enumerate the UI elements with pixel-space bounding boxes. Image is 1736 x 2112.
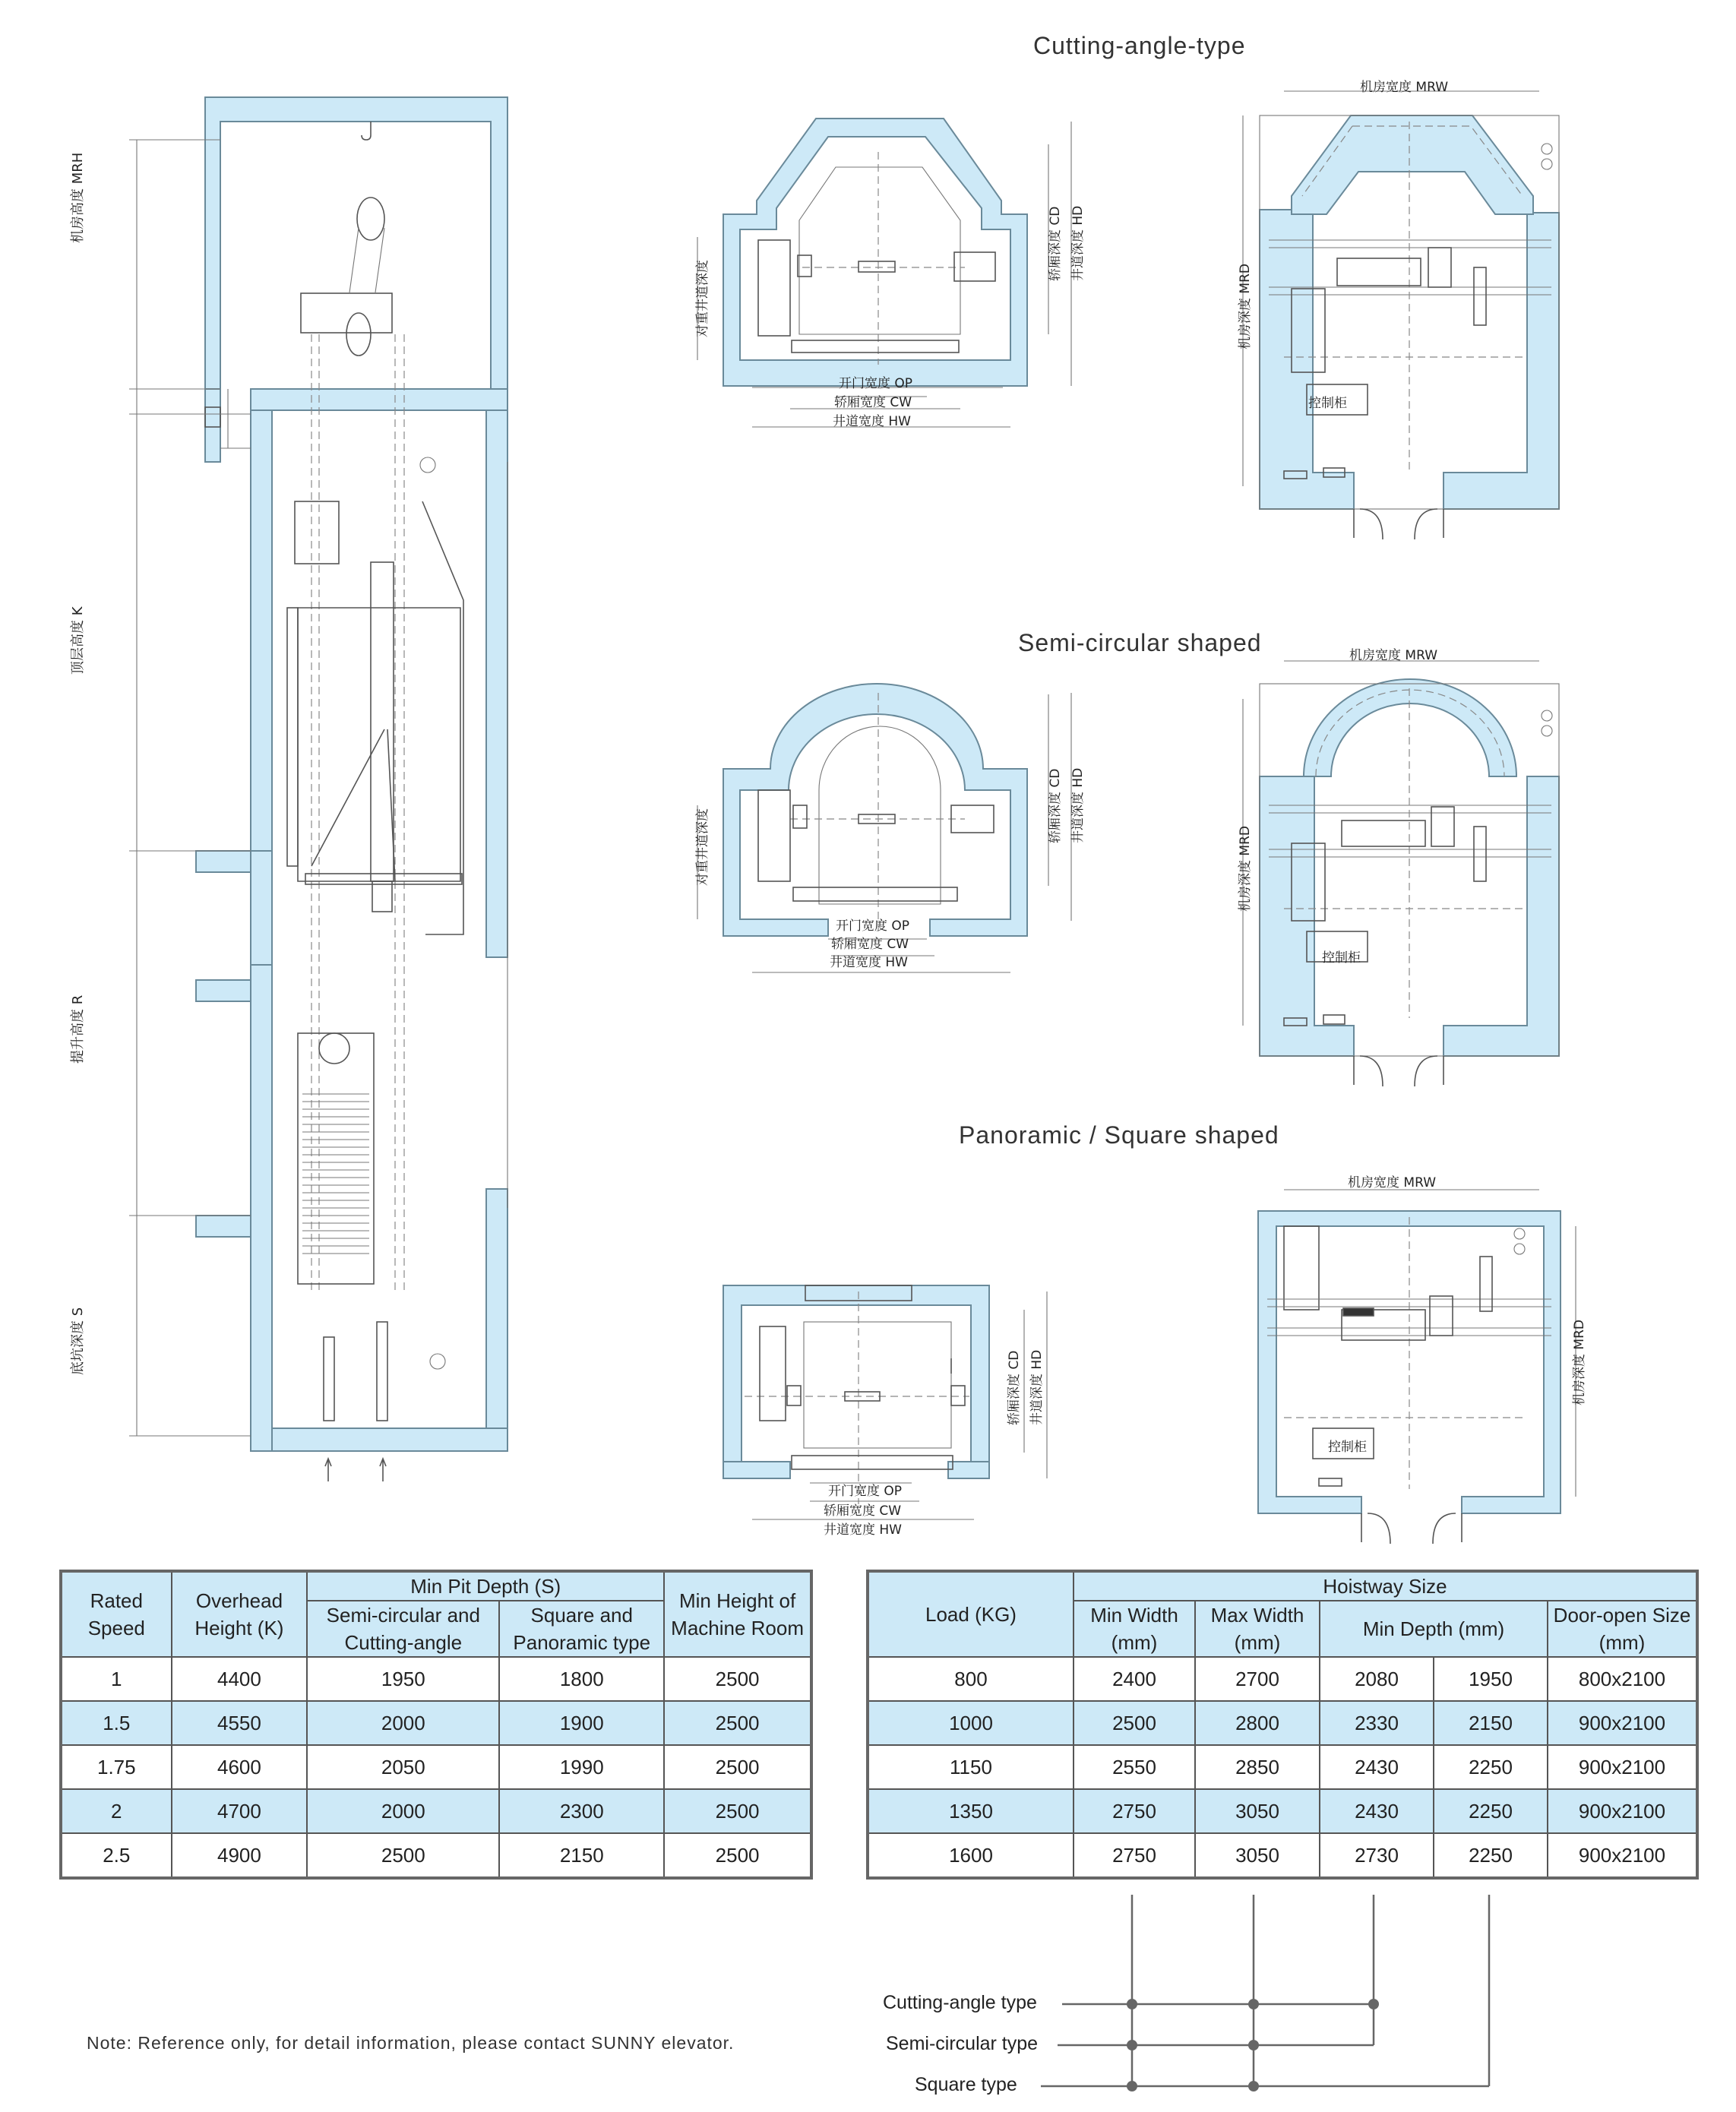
cell-min-width: 2750 [1074,1789,1195,1833]
semi-cd-label: 轿厢深度 CD [1048,768,1063,843]
cell-machine-height: 2500 [664,1833,811,1878]
cell-min-depth-b: 2250 [1434,1789,1548,1833]
cutting-cabinet-label: 控制柜 [1308,396,1347,411]
semi-circular-title: Semi-circular shaped [1018,629,1262,656]
panoramic-title: Panoramic / Square shaped [959,1121,1279,1149]
cutting-angle-title: Cutting-angle-type [1033,32,1246,59]
header-pit-semi-cutting: Semi-circular and Cutting-angle [307,1601,499,1657]
cell-max-width: 2800 [1195,1701,1320,1745]
header-pit-square-panoramic: Square and Panoramic type [499,1601,664,1657]
cell-load: 800 [868,1657,1074,1701]
semi-mrw-label: 机房宽度 MRW [1349,648,1438,663]
cell-min-depth-b: 2250 [1434,1833,1548,1878]
semi-mrd-label: 机房深度 MRD [1238,826,1253,912]
cell-pit-semi: 2000 [307,1789,499,1833]
cutting-hd-label: 井道深度 HD [1070,205,1086,281]
cell-door-size: 900x2100 [1548,1745,1697,1789]
cutting-mrw-label: 机房宽度 MRW [1360,80,1449,95]
legend-semi-circular: Semi-circular type [886,2033,1039,2054]
cell-door-size: 900x2100 [1548,1701,1697,1745]
header-hoistway-size: Hoistway Size [1074,1571,1697,1601]
cell-min-width: 2750 [1074,1833,1195,1878]
elevation-k-label: 顶层高度 K [70,606,86,675]
cell-min-depth-a: 2080 [1320,1657,1434,1701]
square-cw-label: 轿厢宽度 CW [824,1503,902,1519]
cell-overhead: 4600 [172,1745,308,1789]
cell-pit-square: 1990 [499,1745,664,1789]
semi-op-label: 开门宽度 OP [836,918,910,934]
cutting-cwt-label: 对重井道深度 [695,260,710,337]
cell-door-size: 900x2100 [1548,1789,1697,1833]
cell-max-width: 3050 [1195,1833,1320,1878]
cell-min-width: 2400 [1074,1657,1195,1701]
cell-load: 1150 [868,1745,1074,1789]
cell-speed: 1.75 [61,1745,172,1789]
legend-square: Square type [915,2074,1017,2095]
cell-load: 1600 [868,1833,1074,1878]
cell-min-width: 2550 [1074,1745,1195,1789]
cell-speed: 1.5 [61,1701,172,1745]
cell-pit-semi: 2050 [307,1745,499,1789]
cutting-op-label: 开门宽度 OP [839,376,913,391]
header-machine-room-height: Min Height of Machine Room [664,1571,811,1657]
cell-min-depth-a: 2430 [1320,1745,1434,1789]
cell-machine-height: 2500 [664,1657,811,1701]
cell-speed: 1 [61,1657,172,1701]
semi-hd-label: 井道深度 HD [1070,767,1086,843]
cell-pit-semi: 2500 [307,1833,499,1878]
square-mrd-label: 机房深度 MRD [1572,1320,1587,1405]
cell-pit-square: 2300 [499,1789,664,1833]
cell-door-size: 900x2100 [1548,1833,1697,1878]
semi-cabinet-label: 控制柜 [1322,950,1361,966]
header-max-width: Max Width (mm) [1195,1601,1320,1657]
square-cd-label: 轿厢深度 CD [1007,1350,1022,1425]
cell-min-depth-b: 2150 [1434,1701,1548,1745]
cell-pit-square: 1900 [499,1701,664,1745]
elevation-s-label: 底坑深度 S [70,1307,86,1375]
semi-cwt-label: 对重井道深度 [695,808,710,886]
cell-min-depth-a: 2430 [1320,1789,1434,1833]
header-load: Load (KG) [868,1571,1074,1657]
cell-overhead: 4700 [172,1789,308,1833]
cell-load: 1350 [868,1789,1074,1833]
cell-pit-semi: 2000 [307,1701,499,1745]
header-rated-speed: Rated Speed [61,1571,172,1657]
square-mrw-label: 机房宽度 MRW [1348,1175,1437,1190]
cell-door-size: 800x2100 [1548,1657,1697,1701]
cell-pit-square: 2150 [499,1833,664,1878]
reference-note: Note: Reference only, for detail information, please contact SUNNY elevator. [87,2033,735,2053]
square-cabinet-label: 控制柜 [1328,1440,1367,1455]
cell-min-depth-a: 2330 [1320,1701,1434,1745]
cutting-hw-label: 井道宽度 HW [833,414,911,429]
cell-overhead: 4550 [172,1701,308,1745]
elevation-r-label: 提升高度 R [70,994,86,1064]
cell-max-width: 2700 [1195,1657,1320,1701]
cell-pit-semi: 1950 [307,1657,499,1701]
cell-overhead: 4900 [172,1833,308,1878]
square-hw-label: 井道宽度 HW [824,1522,902,1538]
cell-pit-square: 1800 [499,1657,664,1701]
cell-load: 1000 [868,1701,1074,1745]
square-hd-label: 井道深度 HD [1029,1349,1045,1425]
cell-machine-height: 2500 [664,1701,811,1745]
cutting-mrd-label: 机房深度 MRD [1238,264,1253,349]
cutting-cw-label: 轿厢宽度 CW [834,395,912,410]
elevation-mrh-label: 机房高度 MRH [70,152,86,243]
header-door-open-size: Door-open Size (mm) [1548,1601,1697,1657]
header-min-pit-depth: Min Pit Depth (S) [307,1571,664,1601]
semi-hw-label: 井道宽度 HW [830,955,908,970]
header-min-width: Min Width (mm) [1074,1601,1195,1657]
cell-min-width: 2500 [1074,1701,1195,1745]
square-op-label: 开门宽度 OP [828,1484,903,1499]
cell-speed: 2 [61,1789,172,1833]
cell-max-width: 2850 [1195,1745,1320,1789]
legend-cutting-angle: Cutting-angle type [883,1992,1037,2013]
cell-machine-height: 2500 [664,1745,811,1789]
cell-min-depth-b: 1950 [1434,1657,1548,1701]
cell-speed: 2.5 [61,1833,172,1878]
cutting-cd-label: 轿厢深度 CD [1048,206,1063,281]
cell-overhead: 4400 [172,1657,308,1701]
cell-min-depth-a: 2730 [1320,1833,1434,1878]
header-overhead-height: Overhead Height (K) [172,1571,308,1657]
cell-min-depth-b: 2250 [1434,1745,1548,1789]
cell-machine-height: 2500 [664,1789,811,1833]
cell-max-width: 3050 [1195,1789,1320,1833]
header-min-depth: Min Depth (mm) [1320,1601,1548,1657]
semi-cw-label: 轿厢宽度 CW [831,937,909,952]
